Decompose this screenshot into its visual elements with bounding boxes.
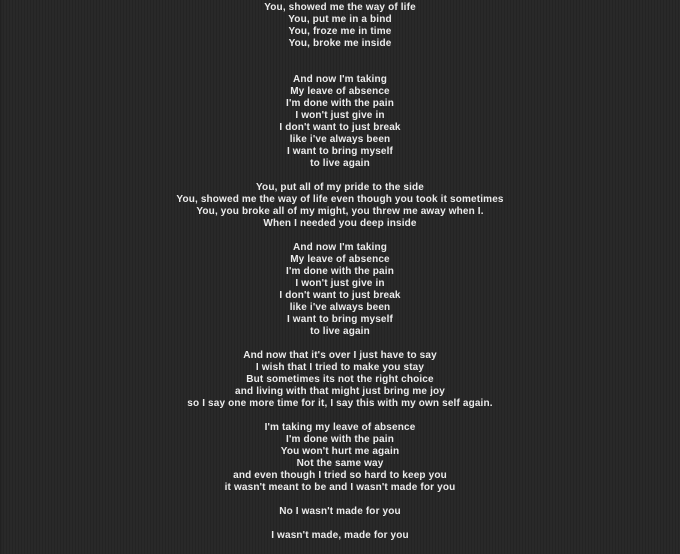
lyric-line: I wish that I tried to make you stay — [255, 362, 425, 373]
lyrics-stanza — [0, 2, 680, 50]
lyric-line: My leave of absence — [290, 254, 390, 265]
lyric-line: I wasn't made, made for you — [271, 530, 409, 541]
lyric-line: You won't hurt me again — [280, 446, 400, 457]
lyric-line: I'm done with the pain — [286, 98, 394, 109]
lyric-line: When I needed you deep inside — [263, 218, 417, 229]
lyric-line: You, put me in a bind — [288, 14, 392, 25]
lyric-line: You, froze me in time — [288, 26, 392, 37]
lyric-line: like i've always been — [289, 302, 391, 313]
lyric-line: And now I'm taking — [293, 242, 387, 253]
lyric-line: and living with that might just bring me joy — [235, 386, 445, 397]
lyric-line: to live again — [310, 158, 370, 169]
lyric-line: it wasn't meant to be and I wasn't made for you — [224, 482, 456, 493]
lyric-line: I'm taking my leave of absence — [264, 422, 416, 433]
lyrics-stanza — [0, 530, 680, 542]
lyric-line: I don't want to just break — [279, 290, 401, 301]
lyric-line: and even though I tried so hard to keep you — [233, 470, 447, 481]
lyric-line: I'm done with the pain — [286, 266, 394, 277]
lyric-line: so I say one more time for it, I say this with my own self again. — [187, 398, 493, 409]
lyrics-stanza — [0, 422, 680, 494]
lyric-line: to live again — [310, 326, 370, 337]
lyrics-stanza — [0, 350, 680, 410]
lyric-line: And now I'm taking — [293, 74, 387, 85]
lyric-line: You, showed me the way of life — [264, 2, 416, 13]
lyric-line: You, put all of my pride to the side — [255, 182, 424, 193]
lyric-line: I won't just give in — [295, 110, 385, 121]
lyric-line: like i've always been — [289, 134, 391, 145]
lyric-line: I want to bring myself — [286, 146, 394, 157]
lyrics-stanza — [0, 182, 680, 230]
lyrics-stanza — [0, 506, 680, 518]
lyric-line: You, you broke all of my might, you threw me away when I. — [196, 206, 484, 217]
lyric-line: Not the same way — [296, 458, 384, 469]
lyric-line: My leave of absence — [290, 86, 390, 97]
lyric-line: And now that it's over I just have to say — [243, 350, 437, 361]
lyric-line: You, showed me the way of life even though you took it sometimes — [176, 194, 504, 205]
lyric-line: I won't just give in — [295, 278, 385, 289]
lyric-line: I'm done with the pain — [286, 434, 394, 445]
lyric-line: But sometimes its not the right choice — [246, 374, 434, 385]
lyric-line: You, broke me inside — [288, 38, 392, 49]
lyric-line: No I wasn't made for you — [279, 506, 401, 517]
lyrics-stanza — [0, 74, 680, 170]
lyrics-stanza — [0, 242, 680, 338]
lyric-line: I don't want to just break — [279, 122, 401, 133]
lyric-line: I want to bring myself — [286, 314, 394, 325]
